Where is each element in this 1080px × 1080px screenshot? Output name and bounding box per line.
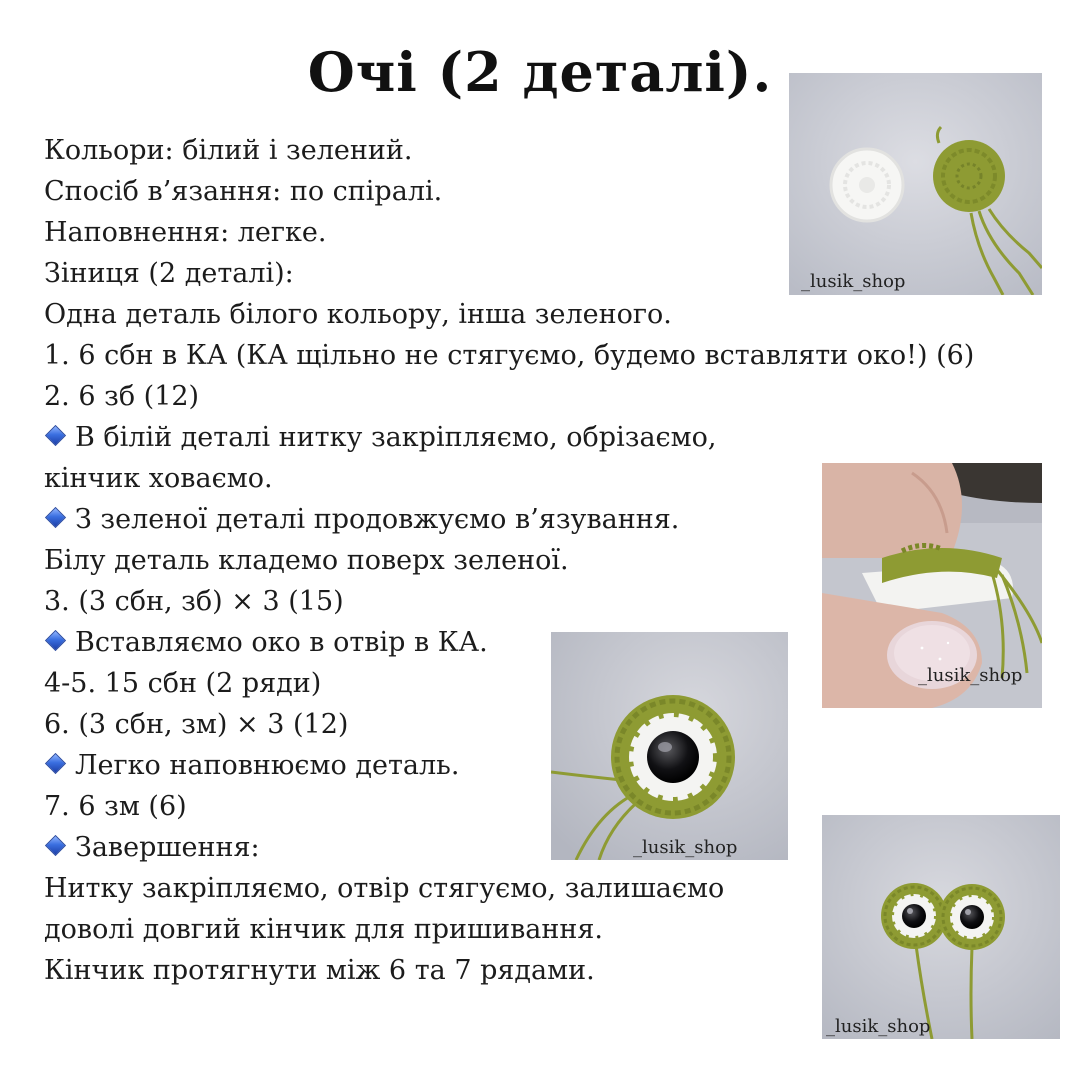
text-line-row-4-5: 4-5. 15 сбн (2 ряди) — [44, 668, 322, 699]
text-content: Вставляємо око в отвір в КА. — [75, 627, 488, 658]
bullet-diamond-icon — [45, 835, 66, 856]
text-content: В білій деталі нитку закріпляємо, обрізаємо, — [75, 422, 717, 453]
text-line-stuff — [38, 746, 459, 786]
bullet-diamond-icon — [45, 425, 66, 446]
photo-fingers-holding — [822, 463, 1042, 708]
text-line-place-white: Білу деталь кладемо поверх зеленої. — [44, 545, 569, 576]
page-title: Очі (2 деталі). — [307, 40, 773, 104]
text-line-pull-tail: Кінчик протягнути між 6 та 7 рядами. — [44, 955, 595, 986]
text-line-row-6: 6. (3 сбн, зм) × 3 (12) — [44, 709, 349, 740]
text-line-row-1: 1. 6 сбн в КА (КА щільно не стягуємо, будемо вставляти око!) (6) — [44, 340, 975, 371]
text-line-white-fasten — [38, 418, 717, 458]
text-line-finishing — [38, 828, 260, 868]
text-content: З зеленої деталі продовжуємо в’язування. — [75, 504, 680, 535]
text-line-colors: Кольори: білий і зелений. — [44, 135, 413, 166]
bullet-diamond-icon — [45, 507, 66, 528]
watermark-text: _lusik_shop — [918, 665, 1023, 686]
bullet-diamond-icon — [45, 630, 66, 651]
text-line-tail-hide: кінчик ховаємо. — [44, 463, 273, 494]
text-line-insert-eye — [38, 623, 488, 663]
photo-two-eyes — [822, 815, 1060, 1039]
photo-flat-circles — [789, 73, 1042, 295]
text-line-row-7: 7. 6 зм (6) — [44, 791, 187, 822]
text-content: Завершення: — [75, 832, 260, 863]
photo-single-eye — [551, 632, 788, 860]
text-line-pupil: Зіниця (2 деталі): — [44, 258, 294, 289]
text-line-row-3: 3. (3 сбн, зб) × 3 (15) — [44, 586, 344, 617]
watermark-text: _lusik_shop — [826, 1016, 931, 1037]
text-line-long-tail: доволі довгий кінчик для пришивання. — [44, 914, 603, 945]
text-line-pupil-desc: Одна деталь білого кольору, інша зеленого. — [44, 299, 672, 330]
text-line-green-continue — [38, 500, 679, 540]
watermark-text: _lusik_shop — [633, 837, 738, 858]
text-line-filling: Наповнення: легке. — [44, 217, 327, 248]
text-line-method: Спосіб в’язання: по спіралі. — [44, 176, 443, 207]
watermark-text: _lusik_shop — [801, 271, 906, 292]
text-line-fasten-close: Нитку закріпляємо, отвір стягуємо, залишаємо — [44, 873, 725, 904]
text-content: Легко наповнюємо деталь. — [75, 750, 460, 781]
bullet-diamond-icon — [45, 753, 66, 774]
text-line-row-2: 2. 6 зб (12) — [44, 381, 200, 412]
